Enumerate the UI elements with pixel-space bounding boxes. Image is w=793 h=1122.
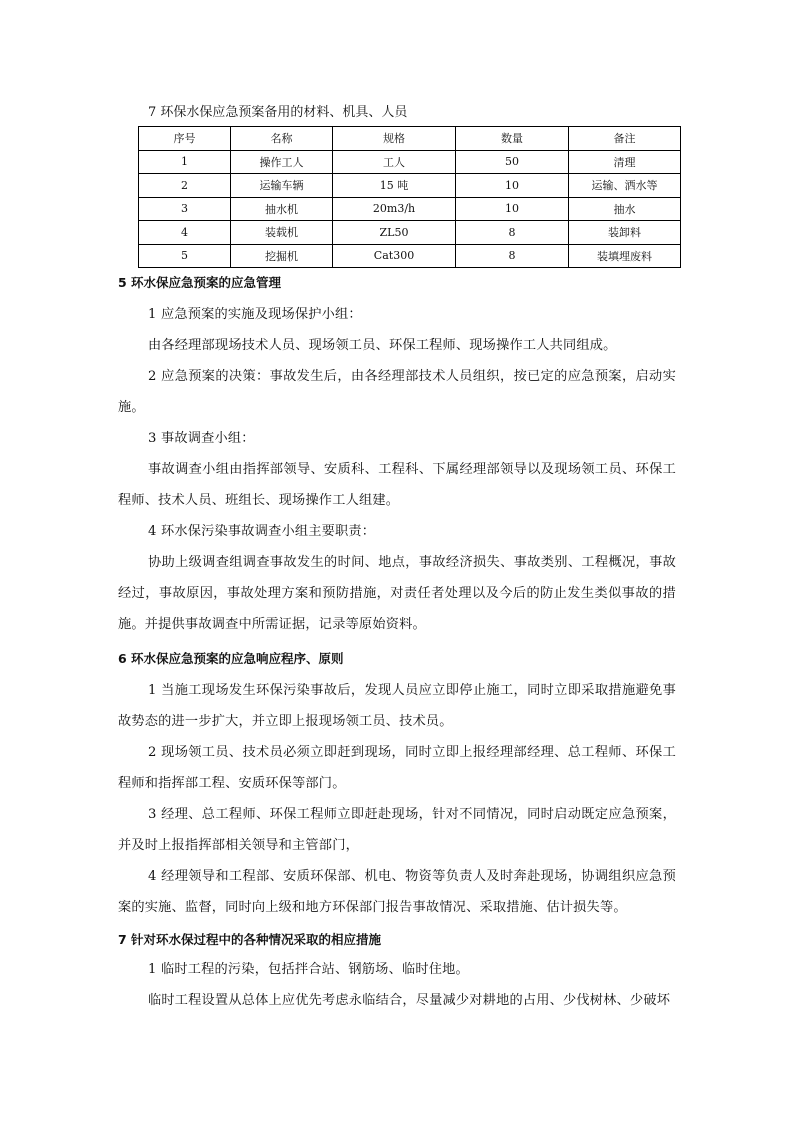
table-cell: 8 bbox=[456, 244, 569, 268]
paragraph: 协助上级调查组调查事故发生的时间、地点，事故经济损失、事故类别、工程概况，事故经过，事故原因，事故处理方案和预防措施，对责任者处理以及今后的防止发生类似事故的措施。并提供事故调查中所需证据，记录等原始资料。 bbox=[118, 555, 676, 632]
table-cell: 抽水机 bbox=[231, 197, 333, 221]
paragraph: 2 应急预案的决策：事故发生后，由各经理部技术人员组织，按已定的应急预案，启动实施。 bbox=[118, 369, 676, 415]
table-row bbox=[139, 221, 681, 245]
table-cell: 装载机 bbox=[231, 221, 333, 245]
paragraph: 由各经理部现场技术人员、现场领工员、环保工程师、现场操作工人共同组成。 bbox=[148, 338, 617, 353]
header-cell-index: 序号 bbox=[139, 127, 231, 151]
section-heading: 5 环水保应急预案的应急管理 bbox=[118, 275, 282, 290]
table-cell: 1 bbox=[139, 150, 231, 174]
header-cell-spec: 规格 bbox=[333, 127, 456, 151]
header-cell-name: 名称 bbox=[231, 127, 333, 151]
table-cell: 挖掘机 bbox=[231, 244, 333, 268]
table-cell: 抽水 bbox=[569, 197, 681, 221]
paragraph: 3 事故调查小组： bbox=[148, 431, 255, 446]
header-cell-remarks: 备注 bbox=[569, 127, 681, 151]
equipment-table bbox=[138, 126, 681, 268]
section-5 bbox=[118, 273, 676, 640]
table-row bbox=[139, 197, 681, 221]
table-cell: 3 bbox=[139, 197, 231, 221]
paragraph: 1 应急预案的实施及现场保护小组： bbox=[148, 307, 362, 322]
table-cell: 20m3/h bbox=[333, 197, 456, 221]
table-cell: 装卸料 bbox=[569, 221, 681, 245]
table-cell: 50 bbox=[456, 150, 569, 174]
table-row bbox=[139, 174, 681, 198]
paragraph: 2 现场领工员、技术员必须立即赶到现场，同时立即上报经理部经理、总工程师、环保工程师和指挥部工程、安质环保等部门。 bbox=[118, 745, 676, 791]
section-heading: 7 针对环水保过程中的各种情况采取的相应措施 bbox=[118, 932, 382, 947]
paragraph: 1 当施工现场发生环保污染事故后，发现人员应立即停止施工，同时立即采取措施避免事故势态的进一步扩大，并立即上报现场领工员、技术员。 bbox=[118, 683, 676, 729]
table-header-row bbox=[139, 127, 681, 151]
table-cell: 清理 bbox=[569, 150, 681, 174]
table-cell: Cat300 bbox=[333, 244, 456, 268]
table-cell: 8 bbox=[456, 221, 569, 245]
table-cell: 工人 bbox=[333, 150, 456, 174]
table-cell: 15 吨 bbox=[333, 174, 456, 198]
table-cell: 10 bbox=[456, 197, 569, 221]
paragraph: 4 环水保污染事故调查小组主要职责： bbox=[148, 524, 376, 539]
table-cell: ZL50 bbox=[333, 221, 456, 245]
table-row bbox=[139, 244, 681, 268]
table-cell: 4 bbox=[139, 221, 231, 245]
table-cell: 装填埋废料 bbox=[569, 244, 681, 268]
paragraph: 3 经理、总工程师、环保工程师立即赶赴现场，针对不同情况，同时启动既定应急预案，并及时上报指挥部相关领导和主管部门， bbox=[118, 807, 676, 853]
section-heading: 6 环水保应急预案的应急响应程序、原则 bbox=[118, 651, 344, 666]
header-cell-quantity: 数量 bbox=[456, 127, 569, 151]
table-cell: 运输车辆 bbox=[231, 174, 333, 198]
paragraph: 临时工程设置从总体上应优先考虑永临结合，尽量减少对耕地的占用、少伐树林、少破坏 bbox=[148, 993, 671, 1008]
paragraph: 4 经理领导和工程部、安质环保部、机电、物资等负责人及时奔赴现场，协调组织应急预案的实施、监督，同时向上级和地方环保部门报告事故情况、采取措施、估计损失等。 bbox=[118, 869, 676, 915]
table-title: 7 环保水保应急预案备用的材料、机具、人员 bbox=[148, 105, 408, 120]
paragraph: 1 临时工程的污染，包括拌合站、钢筋场、临时住地。 bbox=[148, 962, 469, 977]
table-cell: 10 bbox=[456, 174, 569, 198]
table-cell: 5 bbox=[139, 244, 231, 268]
table-cell: 2 bbox=[139, 174, 231, 198]
section-7 bbox=[118, 930, 676, 1016]
section-6 bbox=[118, 649, 676, 923]
table-row bbox=[139, 150, 681, 174]
table-cell: 操作工人 bbox=[231, 150, 333, 174]
paragraph: 事故调查小组由指挥部领导、安质科、工程科、下属经理部领导以及现场领工员、环保工程师、技术人员、班组长、现场操作工人组建。 bbox=[118, 462, 676, 508]
table-cell: 运输、洒水等 bbox=[569, 174, 681, 198]
